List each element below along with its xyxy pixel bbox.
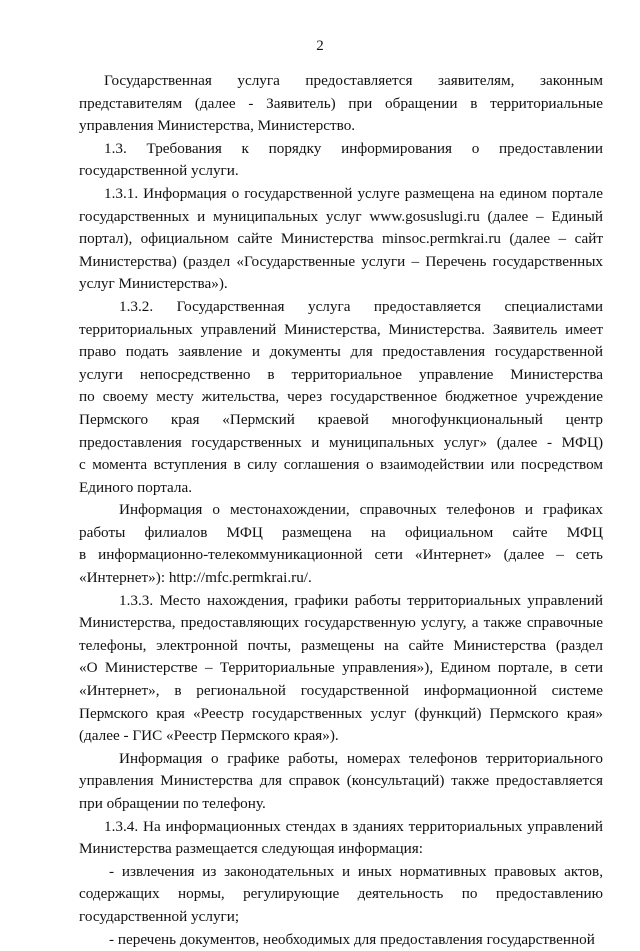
text-line: Информация о местонахождении, справочных телефонов и графиках (119, 501, 603, 519)
paragraph-mfc-info (79, 499, 603, 589)
text-line: Информация о графике работы, номерах телефонов территориального (119, 749, 603, 767)
page-number: 2 (316, 38, 324, 54)
text-line: портал), официальном сайте Министерства minsoc.permkrai.ru (далее – сайт (79, 230, 603, 248)
text-line: 1.3.2. Государственная услуга предоставляется специалистами (119, 297, 603, 315)
list-item-documents (79, 929, 603, 951)
text-line: государственной услуги. (79, 162, 239, 180)
text-line: Единого портала. (79, 478, 193, 496)
text-line: право подать заявление и документы для предоставления государственной (79, 343, 603, 361)
text-line: телефоны, электронной почты, размещены на сайте Министерства (раздел (79, 636, 603, 654)
text-line: 1.3.3. Место нахождения, графики работы территориальных управлений (119, 591, 603, 609)
list-item-legal-acts (79, 861, 603, 929)
text-line: содержащих нормы, регулирующие деятельность по предоставлению (79, 885, 603, 903)
text-line: услуги непосредственно в территориальное управление Министерства (79, 365, 603, 383)
text-line: государственной услуги; (79, 907, 240, 925)
text-line: в информационно-телекоммуникационной сети «Интернет» (далее – сеть (79, 546, 603, 564)
text-line: Пермского края «Реестр государственных услуг (функций) Пермского края» (79, 704, 603, 722)
text-line: Пермского края «Пермский краевой многофункциональный центр (79, 410, 603, 428)
text-line: (далее - ГИС «Реестр Пермского края»). (79, 727, 339, 745)
text-line: Министерства, предоставляющих государственную услугу, а также справочные (79, 614, 603, 632)
text-line: территориальных управлений Министерства, Министерства. Заявитель имеет (79, 320, 603, 338)
clause-1-3-2 (79, 296, 603, 499)
text-line: «Интернет»): http://mfc.permkrai.ru/. (79, 569, 312, 587)
clause-1-3-4 (79, 816, 603, 861)
text-line: 1.3.4. На информационных стендах в зданиях территориальных управлений (104, 817, 603, 835)
text-line: «О Министерстве – Территориальные управления»), Едином портале, в сети (79, 659, 603, 677)
text-line: при обращении по телефону. (79, 795, 266, 812)
text-line: по своему месту жительства, через государственное бюджетное учреждение (79, 388, 603, 406)
text-line: управления Министерства, Министерство. (79, 117, 356, 135)
text-line: «Интернет», в региональной государственной информационной системе (79, 682, 603, 700)
paragraph-schedule-info (79, 748, 603, 816)
text-line: Государственная услуга предоставляется заявителям, законным (104, 72, 603, 89)
text-line: 1.3.1. Информация о государственной услуге размещена на едином портале (104, 184, 603, 202)
text-line: предоставления государственных и муниципальных услуг» (далее - МФЦ) (79, 433, 603, 451)
text-line: - извлечения из законодательных и иных нормативных правовых актов, (109, 862, 603, 880)
text-line: Министерства размещается следующая информация: (79, 840, 423, 858)
paragraph-provision-applicants (79, 70, 603, 138)
text-line: представителям (далее - Заявитель) при обращении в территориальные (79, 94, 603, 112)
text-line: 1.3. Требования к порядку информирования о предоставлении (104, 139, 603, 157)
text-line: управления Министерства для справок (консультаций) также предоставляется (79, 772, 603, 790)
text-line: - перечень документов, необходимых для предоставления государственной (109, 930, 595, 948)
text-line: работы филиалов МФЦ размещена на официальном сайте МФЦ (79, 523, 603, 541)
text-line: услуг Министерства»). (79, 275, 228, 293)
section-1-3-heading (79, 138, 603, 183)
text-line: государственных и муниципальных услуг www.gosuslugi.ru (далее – Единый (79, 207, 603, 225)
text-line: Министерства) (раздел «Государственные услуги – Перечень государственных (79, 252, 603, 270)
document-body (79, 70, 603, 951)
clause-1-3-1 (79, 183, 603, 296)
clause-1-3-3 (79, 590, 603, 748)
text-line: с момента вступления в силу соглашения о взаимодействии или посредством (79, 456, 603, 474)
